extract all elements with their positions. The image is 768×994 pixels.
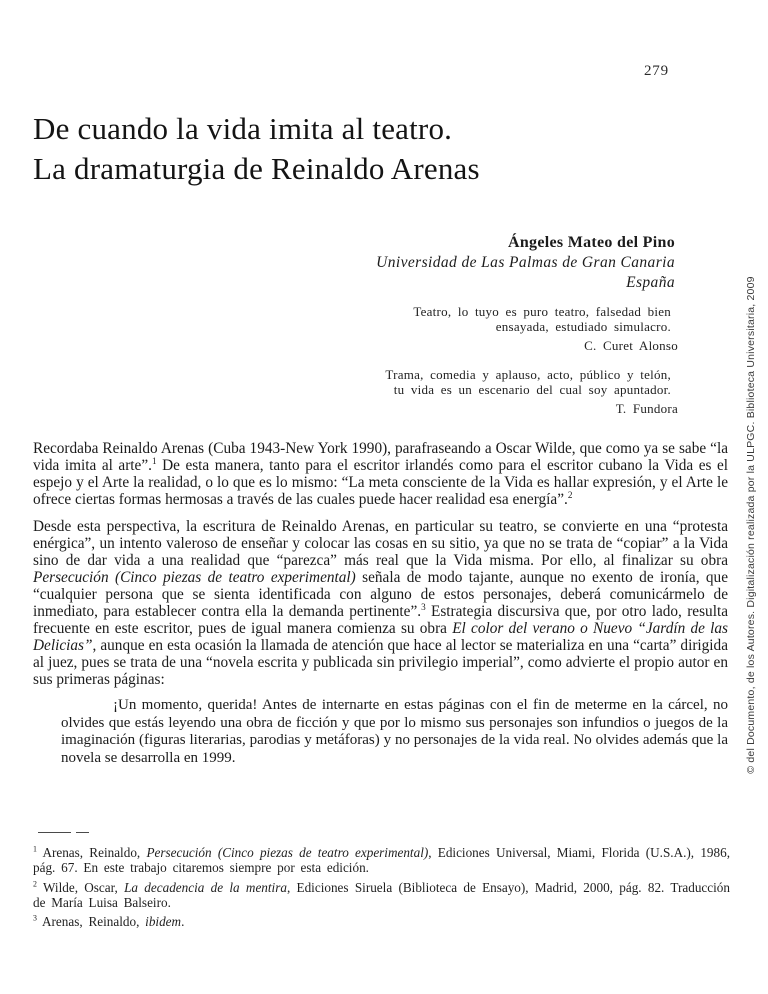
footnote-1: $^1$ Arenas, Reinaldo, Persecución (Cinco piezas de teatro experimental), Ediciones Universal, Miami, Florida (U.S.A.), 1986, pág. 67. En este trabajo citaremos siempre por esta edición.: [33, 844, 730, 875]
footnote-2: $^2$ Wilde, Oscar, La decadencia de la mentira, Ediciones Siruela (Biblioteca de Ensayo), Madrid, 2000, pág. 82. Traducción de María Luisa Balseiro.: [33, 879, 730, 910]
article-title: [33, 109, 480, 189]
author-affiliation: Universidad de Las Palmas de Gran Canaria: [376, 254, 675, 271]
paragraph-1: Recordaba Reinaldo Arenas (Cuba 1943-New York 1990), parafraseando a Oscar Wilde, que como ya se sabe “la vida imita al arte”.$^1$ De esta manera, tanto para el escritor irlandés como para el escritor cubano la Vida es el espejo y el Arte la realidad, o lo que es lo mismo: “La meta consciente de la Vida es hallar expresión, y el Arte le ofrece ciertas formas hermosas a través de las cuales puede hacer realidad esa energía”.$^2$: [33, 440, 729, 508]
author-country: España: [626, 274, 675, 291]
author-block: [376, 233, 675, 293]
epigraph-2-quote-line2: tu vida es un escenario del cual soy apuntador.: [393, 382, 671, 397]
footnote-3: $^3$ Arenas, Reinaldo, ibidem.: [33, 913, 185, 929]
epigraph-1: [385, 304, 678, 353]
article-title-line1: De cuando la vida imita al teatro.: [33, 111, 453, 146]
epigraph-1-quote-line1: Teatro, lo tuyo es puro teatro, falsedad bien: [413, 304, 671, 319]
page-number: 279: [644, 63, 669, 79]
article-title-line2: La dramaturgia de Reinaldo Arenas: [33, 151, 480, 186]
blockquote: ¡Un momento, querida! Antes de internarte en estas páginas con el fin de meterme en la cárcel, no olvides que estás leyendo una obra de ficción y que por lo mismo sus personajes son infundios o juegos de la imaginación (figuras literarias, parodias y metáforas) y no personajes de la vida real. No olvides además que la novela se desarrolla en 1999.: [61, 697, 728, 766]
footnote-separator: [38, 832, 89, 833]
epigraph-2: [385, 367, 678, 416]
footnote-separator-dash-long: [38, 832, 71, 833]
footnote-separator-dash-short: [76, 832, 89, 833]
epigraph-1-attribution: C. Curet Alonso: [584, 338, 678, 353]
epigraph-2-quote-line1: Trama, comedia y aplauso, acto, público y telón,: [385, 367, 671, 382]
paragraph-2: Desde esta perspectiva, la escritura de Reinaldo Arenas, en particular su teatro, se convierte en una “protesta enérgica”, un intento valeroso de enseñar y colocar las cosas en su sitio, ya que no se trata de “copiar” a la Vida sino de dar vida a una realidad que “parezca” más real que la Vida misma. Por ello, al finalizar su obra Persecución (Cinco piezas de teatro experimental) señala de modo tajante, aunque no exento de ironía, que “cualquier persona que se sienta identificada con alguno de estos personajes, deberá comunicármelo de inmediato, para establecer contra ella la demanda pertinente”.$^3$ Estrategia discursiva que, por otro lado, resulta frecuente en este escritor, pues de igual manera comienza su obra El color del verano o Nuevo “Jardín de las Delicias”, aunque en esta ocasión la llamada de atención que hace al lector se materializa en una “carta” dirigida al juez, pues se trata de una “novela escrita y publicada sin privilegio imperial”, como advierte el propio autor en sus primeras páginas:: [33, 518, 728, 688]
epigraphs: [385, 304, 678, 416]
author-name: Ángeles Mateo del Pino: [507, 234, 675, 251]
article-body: [33, 440, 728, 767]
copyright-sidebar: © del Documento, de los Autores. Digitalización realizada por la ULPGC. Biblioteca Universitaria, 2009: [745, 276, 757, 774]
epigraph-1-quote-line2: ensayada, estudiado simulacro.: [495, 319, 671, 334]
footnotes: [33, 845, 730, 934]
epigraph-2-attribution: T. Fundora: [615, 401, 678, 416]
